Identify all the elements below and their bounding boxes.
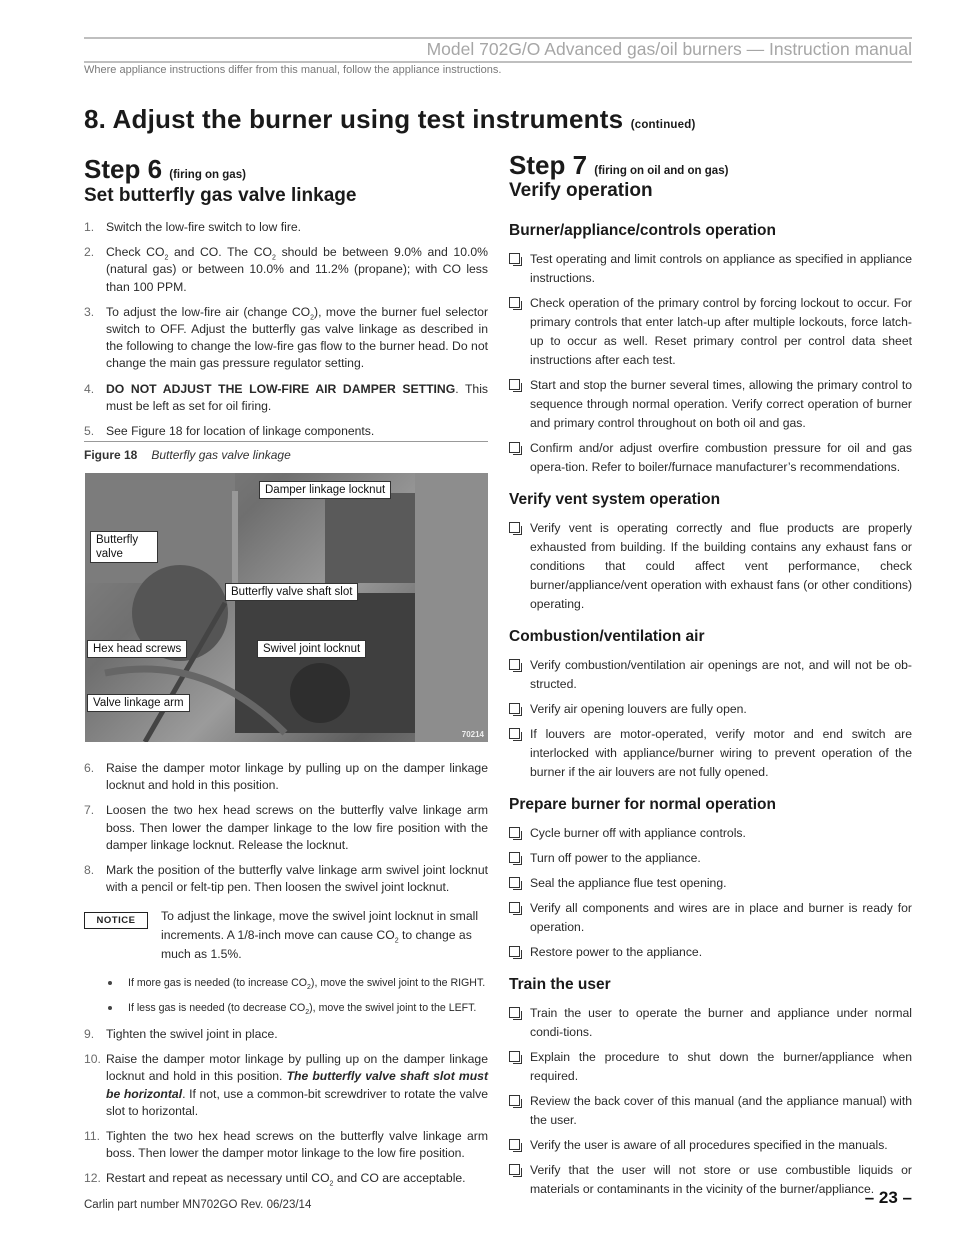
figure-caption [84, 448, 291, 462]
item-text: Tighten the swivel joint in place. [106, 1027, 278, 1041]
step6-list-c [84, 1026, 488, 1196]
item-text: Mark the position of the butterfly valve linkage arm swivel joint locknut with a pencil or felt-tip pen. Then loosen the swivel joint locknut. [106, 863, 488, 895]
text-run: ), move the swivel joint to the LEFT. [309, 1002, 477, 1014]
checklist-item [509, 656, 912, 694]
checklist-item [509, 519, 912, 614]
item-text: . This must be left as set for oil firing. [106, 381, 488, 413]
notice-badge: NOTICE [84, 912, 148, 929]
emphasis: DO NOT ADJUST THE LOW-FIRE AIR DAMPER SETTING [106, 381, 456, 396]
item-number: 1. [84, 220, 95, 234]
checkbox-icon [509, 902, 520, 913]
text-run: and CO. The CO [168, 245, 273, 260]
checklist-text: Turn off power to the appliance. [530, 851, 701, 865]
appliance-note: Where appliance instructions differ from this manual, follow the appliance instructions. [84, 64, 502, 76]
subscript: 2 [329, 1180, 334, 1188]
checklist-text: Verify combustion/ventilation air openings are not, and will not be ob-structed. [530, 658, 912, 691]
item-number: 3. [84, 304, 95, 319]
checklist-text: Seal the appliance flue test opening. [530, 876, 727, 890]
step7-groups [509, 222, 912, 1205]
checkbox-icon [509, 1051, 520, 1062]
checklist-heading: Train the user [509, 976, 611, 993]
subscript: 2 [310, 314, 315, 322]
checklist-item [509, 849, 912, 868]
item-number: 12. [84, 1171, 101, 1186]
list-item [84, 304, 488, 373]
item-number: 11. [84, 1129, 101, 1144]
checkbox-icon [509, 297, 520, 308]
figure-rule [84, 441, 488, 442]
subscript: 2 [305, 1009, 310, 1017]
callout-shaft-slot: Butterfly valve shaft slot [225, 583, 358, 601]
callout-butterfly-valve: Butterfly valve [90, 531, 158, 563]
item-number: 6. [84, 761, 95, 775]
checklist-text: Check operation of the primary control by forcing lockout to occur. For primary controls that enter latch-up after multiple lockouts, force latch-up to occur as well. Reset primary control per control data sheet instructions after each test. [530, 296, 912, 367]
item-text: Raise the damper motor linkage by pulling up on the damper linkage locknut and hold in this position. [106, 1052, 488, 1084]
checklist-heading: Combustion/ventilation air [509, 628, 705, 645]
checkbox-icon [509, 442, 520, 453]
list-item [84, 219, 488, 236]
subscript: 2 [272, 254, 276, 262]
list-item [84, 802, 488, 854]
checklist-text: Explain the procedure to shut down the burner/appliance when required. [530, 1050, 912, 1083]
callout-damper-linkage-locknut: Damper linkage locknut [259, 481, 391, 499]
checklist-item [509, 294, 912, 370]
subscript: 2 [307, 984, 311, 992]
text-run: To adjust the low-fire air (change CO [106, 304, 311, 319]
checklist-item [509, 439, 912, 477]
page-number: – 23 – [864, 1188, 912, 1207]
checkbox-icon [509, 379, 520, 390]
checklist-text: Verify air opening louvers are fully open. [530, 702, 747, 716]
checklist [509, 656, 912, 782]
checkbox-icon [509, 852, 520, 863]
notice-text [161, 907, 488, 964]
callout-swivel-joint-locknut: Swivel joint locknut [257, 640, 366, 658]
item-number: 9. [84, 1027, 95, 1041]
header-rule-bottom [84, 61, 912, 63]
text-run: If less gas is needed (to decrease CO [128, 1002, 306, 1014]
item-text: . If not, use a common-bit screwdriver to rotate the valve slot to horizontal. [106, 1086, 488, 1118]
checklist-text: If louvers are motor-operated, verify motor and end switch are interlocked with appliance/burner wiring to prevent operation of the burner if the air louvers are not fully opened. [530, 727, 912, 779]
item-text: Tighten the two hex head screws on the butterfly valve linkage arm boss. Then lower the damper motor linkage to the low fire position. [106, 1129, 488, 1161]
checkbox-icon [509, 1139, 520, 1150]
step6-label: Step 6 [84, 154, 163, 184]
text-run: If more gas is needed (to increase CO [128, 977, 308, 989]
checkbox-icon [509, 659, 520, 670]
gas-adjust-bullets [106, 976, 488, 1026]
item-text: Loosen the two hex head screws on the butterfly valve linkage arm boss. Then lower the damper linkage to the low fire position with the damper linkage locknut. Release the locknut. [106, 803, 488, 852]
checkbox-icon [509, 946, 520, 957]
list-item [84, 1026, 488, 1043]
list-item [84, 423, 488, 440]
list-item [84, 1051, 488, 1120]
item-number: 2. [84, 245, 95, 260]
checkbox-icon [509, 877, 520, 888]
checklist-text: Verify all components and wires are in place and burner is ready for operation. [530, 901, 912, 934]
item-number: 7. [84, 803, 95, 818]
checklist-text: Restore power to the appliance. [530, 945, 703, 959]
text-run: to change as much as 1.5%. [161, 928, 472, 961]
checklist-item [509, 1161, 912, 1199]
subscript: 2 [164, 254, 169, 262]
checklist-item [509, 824, 912, 843]
list-item [84, 760, 488, 794]
list-item [84, 1128, 488, 1162]
checklist-text: Train the user to operate the burner and appliance under normal condi-tions. [530, 1006, 912, 1039]
photo-id: 70214 [461, 730, 484, 739]
linkage-photo [85, 473, 488, 742]
checklist-text: Cycle burner off with appliance controls. [530, 826, 746, 840]
text-run: Restart and repeat as necessary until CO [106, 1171, 330, 1186]
checklist-item [509, 700, 912, 719]
checklist-item [509, 1136, 912, 1155]
item-number: 5. [84, 424, 95, 439]
checkbox-icon [509, 522, 520, 533]
checklist [509, 250, 912, 477]
checklist-item [509, 899, 912, 937]
item-number: 10. [84, 1052, 101, 1067]
list-item [84, 862, 488, 896]
checkbox-icon [509, 1095, 520, 1106]
checkbox-icon [509, 1164, 520, 1175]
list-item [84, 1170, 488, 1187]
checkbox-icon [509, 1007, 520, 1018]
list-item [106, 1001, 488, 1016]
checklist-item [509, 943, 912, 962]
section-title [84, 104, 696, 135]
checklist-heading: Burner/appliance/controls operation [509, 222, 776, 239]
text-run: ), move the swivel joint to the RIGHT. [310, 977, 486, 989]
checklist-item [509, 1048, 912, 1086]
list-item [84, 244, 488, 296]
checklist-heading: Verify vent system operation [509, 491, 721, 508]
step7-subtitle: Verify operation [509, 180, 653, 201]
checkbox-icon [509, 703, 520, 714]
step6-subtitle: Set butterfly gas valve linkage [84, 185, 357, 206]
item-number: 4. [84, 381, 95, 396]
item-text: Switch the low-fire switch to low fire. [106, 220, 302, 234]
checklist-heading: Prepare burner for normal operation [509, 796, 776, 813]
text-run: ), move the burner fuel selector switch to OFF. Adjust the butterfly gas valve linkage as described in the following to change the low-fire gas flow to the burner head. Do not change the main gas pressure regulator setting. [106, 304, 488, 371]
part-number: Carlin part number MN702GO Rev. 06/23/14 [84, 1199, 312, 1211]
item-text: Raise the damper motor linkage by pulling up on the damper linkage locknut and hold in this position. [106, 761, 488, 793]
checklist-text: Confirm and/or adjust overfire combustion pressure for oil and gas opera-tion. Refer to boiler/furnace manufacturer’s recommendations. [530, 441, 912, 474]
emphasis: The butterfly valve shaft slot must be horizontal [106, 1069, 489, 1101]
checkbox-icon [509, 253, 520, 264]
manual-title: Model 702G/O Advanced gas/oil burners — Instruction manual [426, 39, 912, 59]
callout-valve-linkage-arm: Valve linkage arm [87, 694, 190, 712]
list-item [106, 976, 488, 991]
checklist-text: Verify that the user will not store or use combustible liquids or materials or contaminants in the vicinity of the burner/appliance. [530, 1163, 912, 1196]
text-run: and CO are acceptable. [333, 1171, 466, 1186]
step6-list-b [84, 760, 488, 904]
step6-qualifier: (firing on gas) [169, 169, 246, 181]
callout-hex-head-screws: Hex head screws [87, 640, 187, 658]
step6-list-a [84, 219, 488, 448]
checklist-text: Review the back cover of this manual (and the appliance manual) with the user. [530, 1094, 912, 1127]
list-item [84, 381, 488, 415]
checklist [509, 824, 912, 962]
section-title-text: 8. Adjust the burner using test instruments [84, 104, 624, 134]
checklist-item [509, 874, 912, 893]
subscript: 2 [394, 937, 399, 945]
checklist-item [509, 725, 912, 782]
text-run: should be between 9.0% and 10.0% (natural gas) or between 10.0% and 11.2% (propane); with CO less than 100 PPM. [106, 245, 488, 294]
checklist-item [509, 1004, 912, 1042]
checklist-text: Start and stop the burner several times, allowing the primary control to sequence through normal operation. Verify correct operation of burner and primary control throughout on both oil and gas. [530, 378, 912, 430]
step7-label: Step 7 [509, 150, 588, 180]
figure-caption-text: Butterfly gas valve linkage [151, 448, 291, 462]
checklist-item [509, 250, 912, 288]
checkbox-icon [509, 827, 520, 838]
checklist-text: Verify the user is aware of all procedures specified in the manuals. [530, 1138, 888, 1152]
checklist [509, 519, 912, 614]
checklist-item [509, 1092, 912, 1130]
checklist-text: Test operating and limit controls on appliance as specified in appliance instructions. [530, 252, 912, 285]
checklist [509, 1004, 912, 1199]
text-run: Check CO [106, 245, 165, 260]
figure-label: Figure 18 [84, 448, 138, 462]
checkbox-icon [509, 728, 520, 739]
item-text: See Figure 18 for location of linkage components. [106, 424, 375, 439]
checklist-item [509, 376, 912, 433]
item-number: 8. [84, 863, 95, 878]
step7-qualifier: (firing on oil and on gas) [594, 165, 729, 177]
text-run: To adjust the linkage, move the swivel joint locknut in small increments. A 1/8-inch move can cause CO [161, 909, 479, 942]
checklist-text: Verify vent is operating correctly and flue products are properly exhausted from building. If the building contains any exhaust fans or conditions that could affect vent performance, check burner/appliance/vent operation with exhaust fans (or other conditions) operating. [530, 521, 912, 611]
section-continued: (continued) [630, 119, 696, 131]
